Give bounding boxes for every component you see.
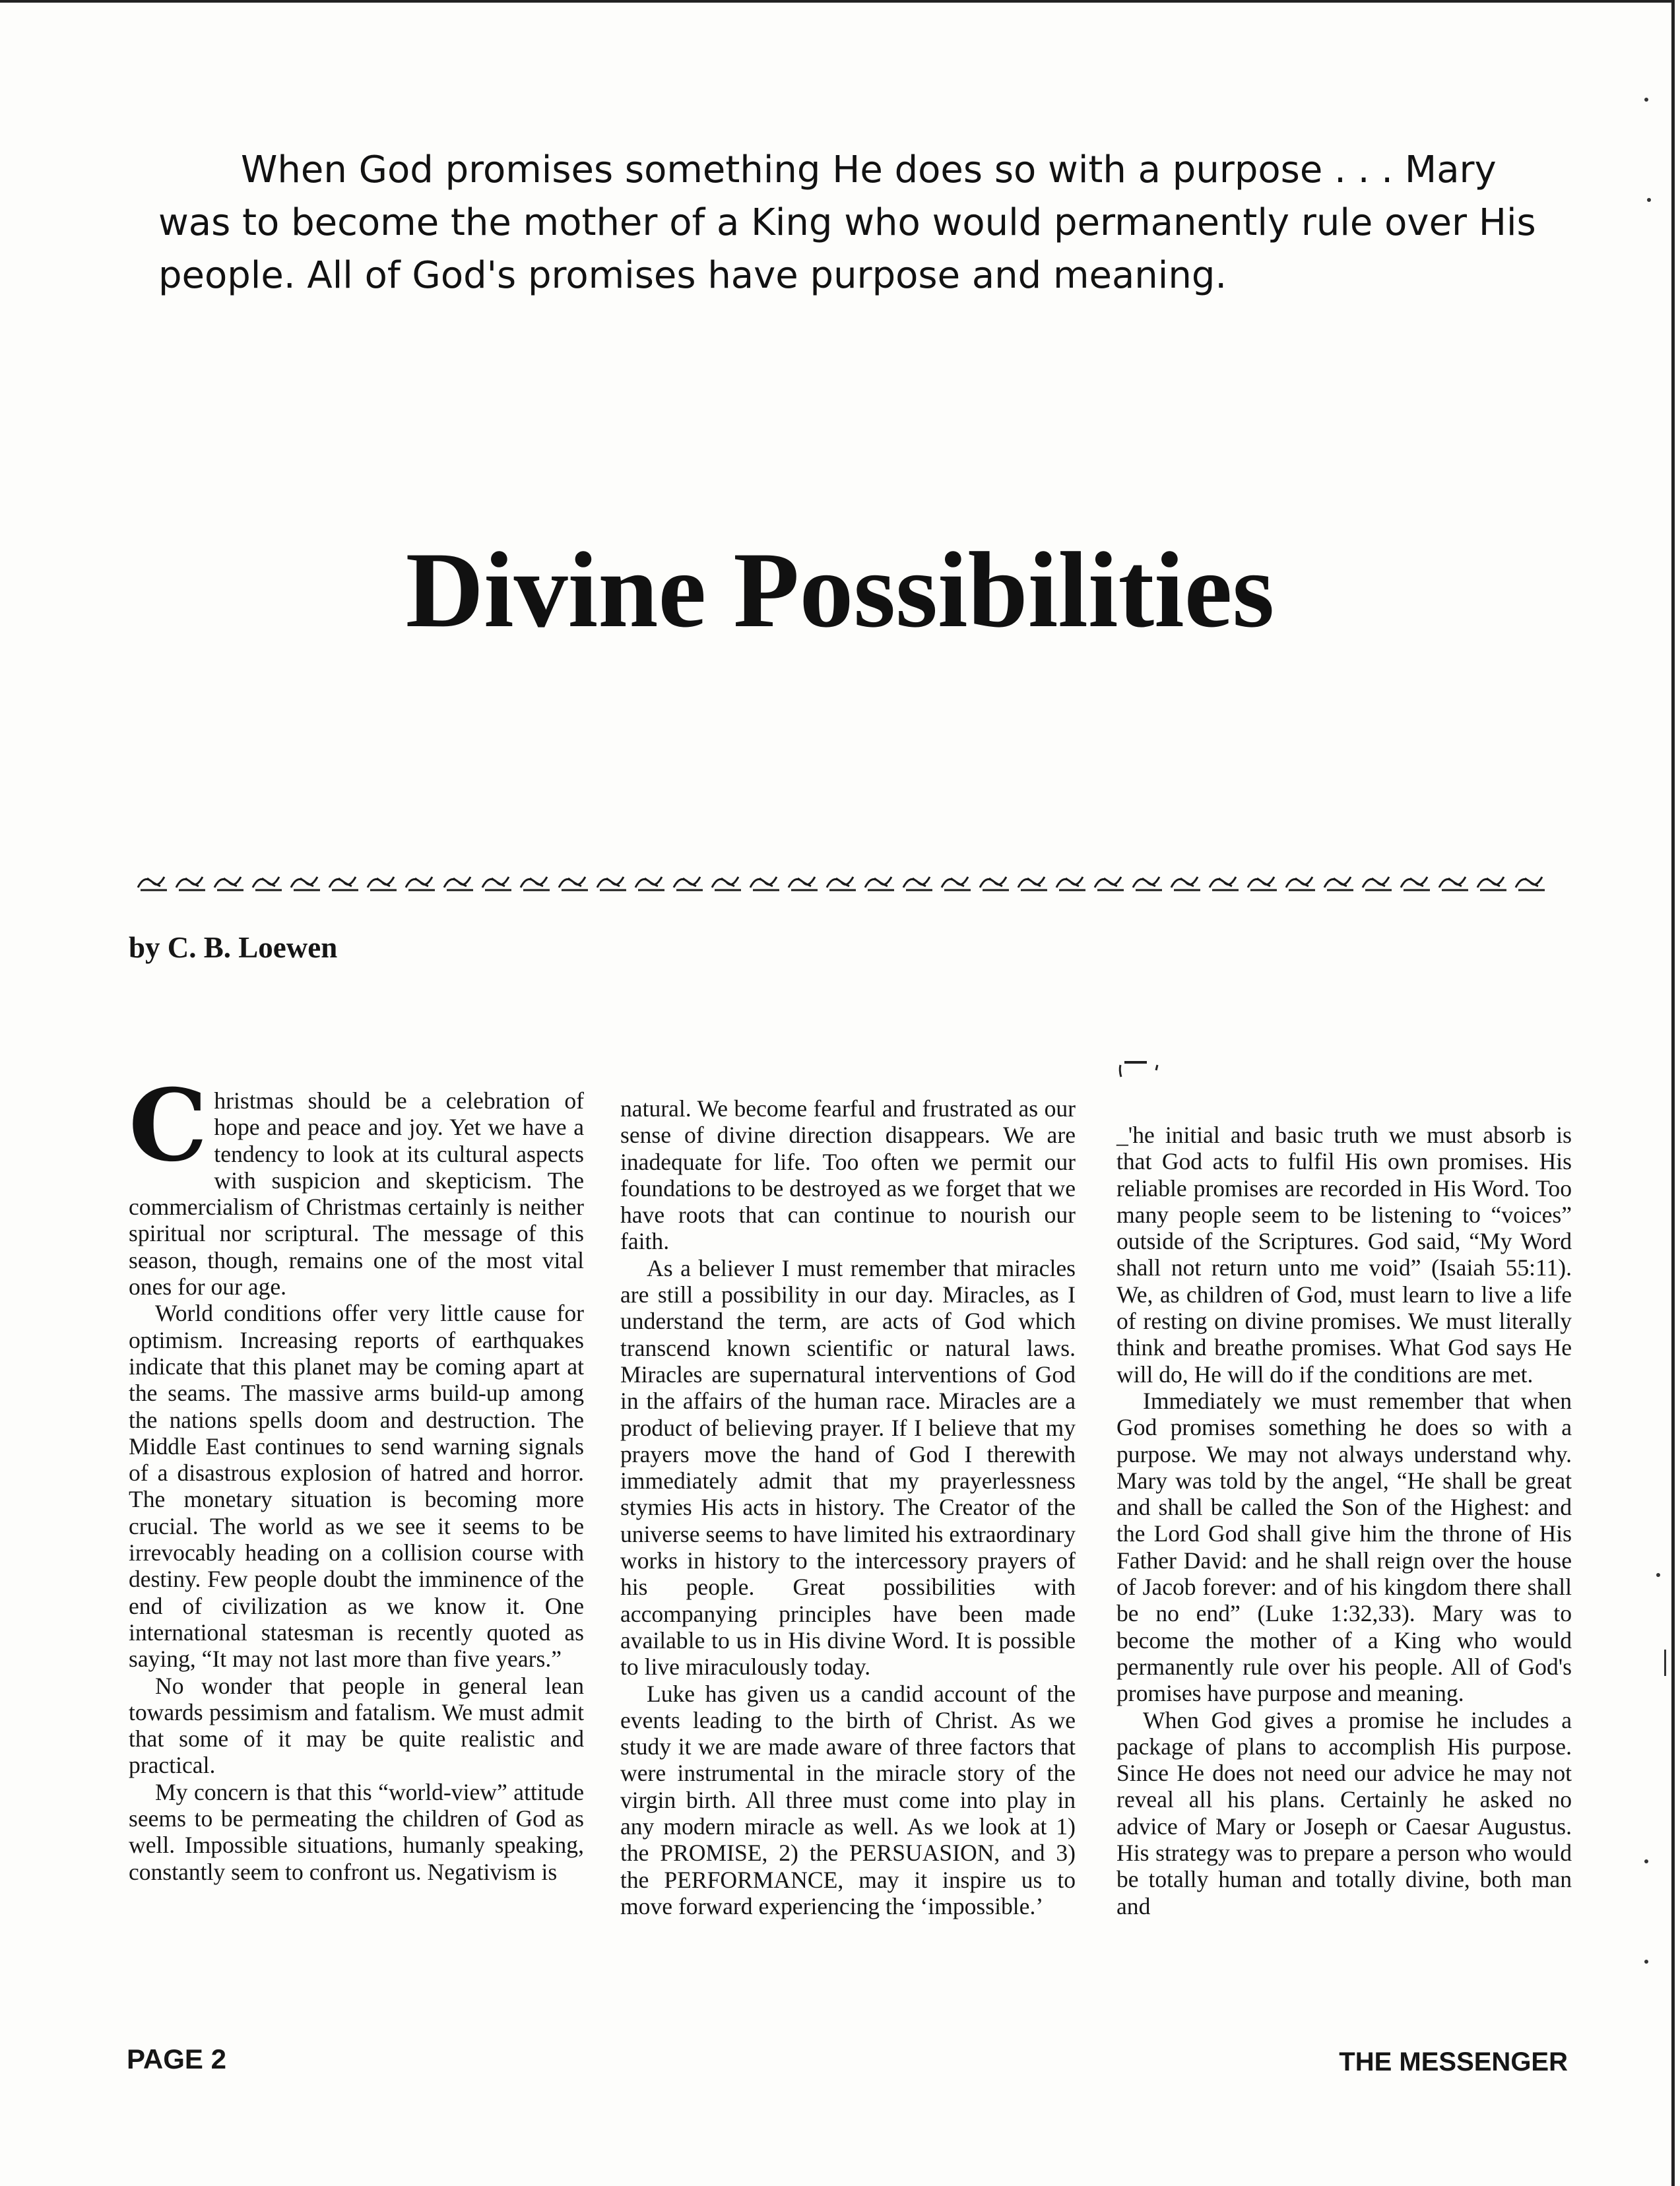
- ornament-motif: [176, 877, 205, 890]
- article-column-1: [129, 1068, 584, 1885]
- ornament-motif: [521, 877, 550, 890]
- ornament-motif: [1133, 877, 1162, 890]
- ornament-motif: [1248, 877, 1277, 890]
- ornament-motif: [444, 877, 473, 890]
- ornament-motif: [1477, 877, 1506, 890]
- ornament-motif: [674, 877, 703, 890]
- paragraph: Luke has given us a candid account of the events leading to the birth of Christ. As we study it we are made aware of three factors that were instrumental in the miracle story of the virgin birth. All three must come into play in any modern miracle as well. As we look at 1) the PROMISE, 2) the PERSUASION, and 3) the PERFORMANCE, may it inspire us to move forward experiencing the ‘impossible.’: [620, 1680, 1076, 1919]
- ornament-motif: [1095, 877, 1124, 890]
- ornament-motif: [635, 877, 664, 890]
- ornament-motif: [827, 877, 856, 890]
- ornament-motif: [1516, 877, 1545, 890]
- paragraph: No wonder that people in general lean towards pessimism and fatalism. We must admit that some of it may be quite realistic and practical.: [129, 1672, 584, 1779]
- ornamental-border-icon: [135, 870, 1570, 894]
- ornament-motif: [865, 877, 894, 890]
- margin-speck: [1647, 198, 1651, 202]
- ornament-motif: [214, 877, 243, 890]
- paragraph: Immediately we must remember that when God promises something he does so with a purpose. We may not always understand why. Mary was told by the angel, “He shall be great and shall be called the Son of the Highest: and the Lord God shall give him the throne of His Father David: and he shall reign over the house of Jacob forever: and of his kingdom there shall be no end” (Luke 1:32,33). Mary was to become the mother of a King who would permanently rule over his people. All of God's promises have purpose and meaning.: [1116, 1387, 1572, 1707]
- ornament-motif: [1056, 877, 1085, 890]
- ornament-motif: [1018, 877, 1047, 890]
- ornament-motif: [559, 877, 588, 890]
- ornament-motif: [903, 877, 932, 890]
- publication-name: THE MESSENGER: [1339, 2047, 1568, 2076]
- ornament-motif: [291, 877, 320, 890]
- margin-speck: [1644, 1859, 1648, 1863]
- paragraph: hristmas should be a celebration of hope and peace and joy. Yet we have a tendency to look at its cultural aspects with suspicion and skepticism. The commercialism of Christmas certainly is neither spiritual nor scriptural. The message of this season, though, remains one of the most vital ones for our age.: [129, 1087, 584, 1301]
- ornament-motif: [1286, 877, 1315, 890]
- page-number: PAGE 2: [127, 2043, 226, 2074]
- ornament-motif: [482, 877, 511, 890]
- byline: by C. B. Loewen: [129, 931, 338, 964]
- ornament-motif: [329, 877, 358, 890]
- margin-speck: [1656, 1573, 1660, 1577]
- paragraph: My concern is that this “world-view” attitude seems to be permeating the children of God as well. Impossible situations, humanly speaking, constantly seem to confront us. Negativism is: [129, 1778, 584, 1885]
- article-column-3: [1116, 1122, 1572, 1919]
- drop-cap: C: [129, 1068, 208, 1184]
- ornament-motif: [1439, 877, 1468, 890]
- ornament-motif: [750, 877, 779, 890]
- ornament-motif: [368, 877, 397, 890]
- stray-print-mark: [1115, 1056, 1161, 1082]
- paragraph: When God gives a promise he includes a package of plans to accomplish His purpose. Since He does not need our advice he may not reveal all his plans. Certainly he asked no advice of Mary or Joseph or Caesar Augustus. His strategy was to prepare a person who would be totally human and totally divine, both man and: [1116, 1706, 1572, 1919]
- ornament-motif: [253, 877, 282, 890]
- ornament-motif: [980, 877, 1009, 890]
- ornament-motif: [1363, 877, 1392, 890]
- article-dek: When God promises something He does so with a purpose . . . Mary was to become the mother of a King who would permanently rule over His people. All of God's promises have purpose and meaning.: [158, 148, 1536, 297]
- ornament-motif: [1210, 877, 1239, 890]
- ornament-motif: [1401, 877, 1430, 890]
- paragraph: As a believer I must remember that miracles are still a possibility in our day. Miracles, as I understand the term, are acts of God which transcend known scientific or natural laws. Miracles are supernatural interventions of God in the affairs of the human race. Miracles are a product of believing prayer. If I believe that my prayers move the hand of God I therewith immediately admit that my prayerlessness stymies His acts in history. The Creator of the universe seems to have limited his extraordinary works in history to the intercessory prayers of his people. Great possibilities with accompanying principles have been made available to us in His divine Word. It is possible to live miraculously today.: [620, 1254, 1076, 1681]
- ornament-motif: [1171, 877, 1200, 890]
- paragraph: natural. We become fearful and frustrated as our sense of divine direction disappears. We are inadequate for life. Too often we permit our foundations to be destroyed as we forget that we have roots that can continue to nourish our faith.: [620, 1095, 1076, 1255]
- ornament-motif: [1324, 877, 1353, 890]
- ornament-motif: [712, 877, 741, 890]
- article-title: Divine Possibilities: [405, 530, 1275, 650]
- ornament-motif: [942, 877, 971, 890]
- paragraph: _'he initial and basic truth we must absorb is that God acts to fulfil His own promises. His reliable promises are recorded in His Word. Too many people seem to be listening to “voices” outside of the Scriptures. God said, “My Word shall not return unto me void” (Isaiah 55:11). We, as children of God, must learn to live a life of resting on divine promises. We must literally think and breathe promises. What God says He will do, He will do if the conditions are met.: [1116, 1122, 1572, 1388]
- margin-speck: [1644, 1960, 1648, 1964]
- ornament-motif: [138, 877, 167, 890]
- margin-mark: [1664, 1650, 1666, 1676]
- ornament-motif: [406, 877, 435, 890]
- margin-speck: [1644, 98, 1648, 102]
- ornament-motif: [789, 877, 818, 890]
- article-column-2: [620, 1095, 1076, 1919]
- paragraph: World conditions offer very little cause for optimism. Increasing reports of earthquakes indicate that this planet may be coming apart at the seams. The massive arms build-up among the nations spells doom and destruction. The Middle East continues to send warning signals of a disastrous explosion of hatred and horror. The monetary situation is becoming more crucial. The world as we see it seems to be irrevocably heading on a collision course with destiny. Few people doubt the imminence of the end of civilization as we know it. One international statesman is recently quoted as saying, “It may not last more than five years.”: [129, 1300, 584, 1673]
- ornament-motif: [597, 877, 626, 890]
